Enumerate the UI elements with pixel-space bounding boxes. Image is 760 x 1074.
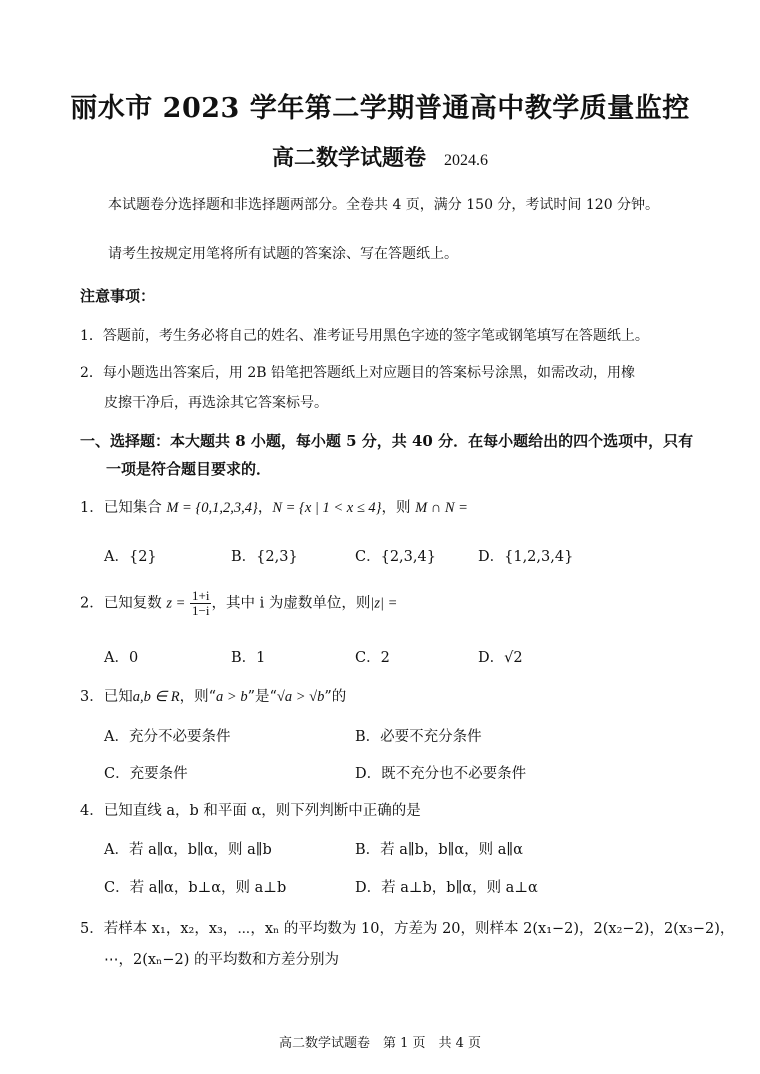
page-footer: 高二数学试题卷 第 1 页 共 4 页	[278, 1036, 482, 1051]
exam-subtitle-row	[0, 141, 760, 172]
question-2-option-b: B．1	[231, 650, 266, 666]
question-2-fraction	[190, 589, 211, 618]
question-1	[80, 496, 468, 517]
question-2-z: z =	[166, 595, 186, 612]
question-1-option-a: A．{2}	[104, 549, 157, 565]
question-2-suffix: ，其中 i 为虚数单位，则	[211, 595, 371, 612]
question-1-option-c: C．{2,3,4}	[355, 549, 436, 565]
question-1-set-n: N = {x | 1 < x ≤ 4}	[272, 500, 382, 516]
question-5: 5．若样本 x₁，x₂，x₃，⋯，xₙ 的平均数为 10，方差为 20，则样本 2(x₁−2)，2(x₂−2)，2(x₃−2)，	[80, 921, 735, 937]
notice-item-2-continued: 皮擦干净后，再选涂其它答案标号。	[104, 395, 328, 411]
question-4-option-d: D．若 a⊥b，b∥α，则 a⊥α	[355, 880, 538, 896]
question-2-denominator: 1−i	[192, 603, 210, 618]
question-2-option-a: A．0	[104, 650, 139, 666]
notice-heading: 注意事项：	[80, 287, 156, 305]
question-3-option-c: C．充要条件	[104, 766, 188, 782]
intro-paragraph-2: 请考生按规定用笔将所有试题的答案涂、写在答题纸上。	[108, 246, 458, 262]
intro-paragraph-1: 本试题卷分选择题和非选择题两部分。全卷共 4 页，满分 150 分，考试时间 120 分钟。	[108, 197, 660, 213]
question-3-prefix: 3．已知	[80, 689, 133, 705]
page-title: 丽水市 2023 学年第二学期普通高中教学质量监控	[70, 93, 690, 124]
question-2-numerator: 1+i	[192, 588, 210, 603]
question-2-option-c: C．2	[355, 650, 390, 666]
question-1-option-d: D．{1,2,3,4}	[478, 549, 574, 565]
question-3-option-b: B．必要不充分条件	[355, 729, 482, 745]
question-3-mid-1: ，则“	[179, 689, 217, 705]
question-1-mid: ，则	[381, 500, 416, 516]
question-3-option-a: A．充分不必要条件	[104, 729, 231, 745]
notice-item-1: 1．答题前，考生务必将自己的姓名、准考证号用黑色字迹的签字笔或钢笔填写在答题纸上。	[80, 328, 649, 344]
question-1-prefix: 1．已知集合	[80, 500, 167, 516]
question-4: 4．已知直线 a，b 和平面 α，则下列判断中正确的是	[80, 803, 421, 819]
question-2-option-d: D．√2	[478, 650, 523, 666]
question-2	[80, 589, 397, 618]
question-3-condition-1: a > b	[216, 689, 248, 705]
question-1-set-m: M = {0,1,2,3,4}	[166, 500, 258, 516]
question-3	[80, 685, 346, 706]
question-5-continued: ⋯，2(xₙ−2) 的平均数和方差分别为	[104, 952, 339, 968]
exam-date: 2024.6	[444, 152, 488, 169]
question-3-vars: a,b ∈ R	[132, 689, 180, 705]
question-2-abs: |z| =	[370, 595, 398, 612]
notice-item-2: 2．每小题选出答案后，用 2B 铅笔把答题纸上对应题目的答案标号涂黑，如需改动，用橡	[80, 365, 636, 381]
question-3-condition-2: √a > √b	[276, 689, 325, 705]
section-heading-continued: 一项是符合题目要求的．	[106, 460, 272, 478]
question-1-expr: M ∩ N =	[415, 500, 468, 516]
question-4-option-a: A．若 a∥α，b∥α，则 a∥b	[104, 842, 272, 858]
question-1-option-b: B．{2,3}	[231, 549, 298, 565]
section-heading: 一、选择题：本大题共 8 小题，每小题 5 分，共 40 分．在每小题给出的四个选项中，只有	[80, 432, 694, 450]
question-3-suffix: ”的	[324, 689, 347, 705]
question-4-option-b: B．若 a∥b，b∥α，则 a∥α	[355, 842, 523, 858]
question-3-option-d: D．既不充分也不必要条件	[355, 766, 527, 782]
question-2-prefix: 2．已知复数	[80, 595, 167, 612]
question-3-mid-2: ”是“	[247, 689, 277, 705]
question-1-sep: ，	[257, 500, 273, 516]
question-4-option-c: C．若 a∥α，b⊥α，则 a⊥b	[104, 880, 287, 896]
exam-subtitle: 高二数学试题卷	[271, 145, 426, 171]
